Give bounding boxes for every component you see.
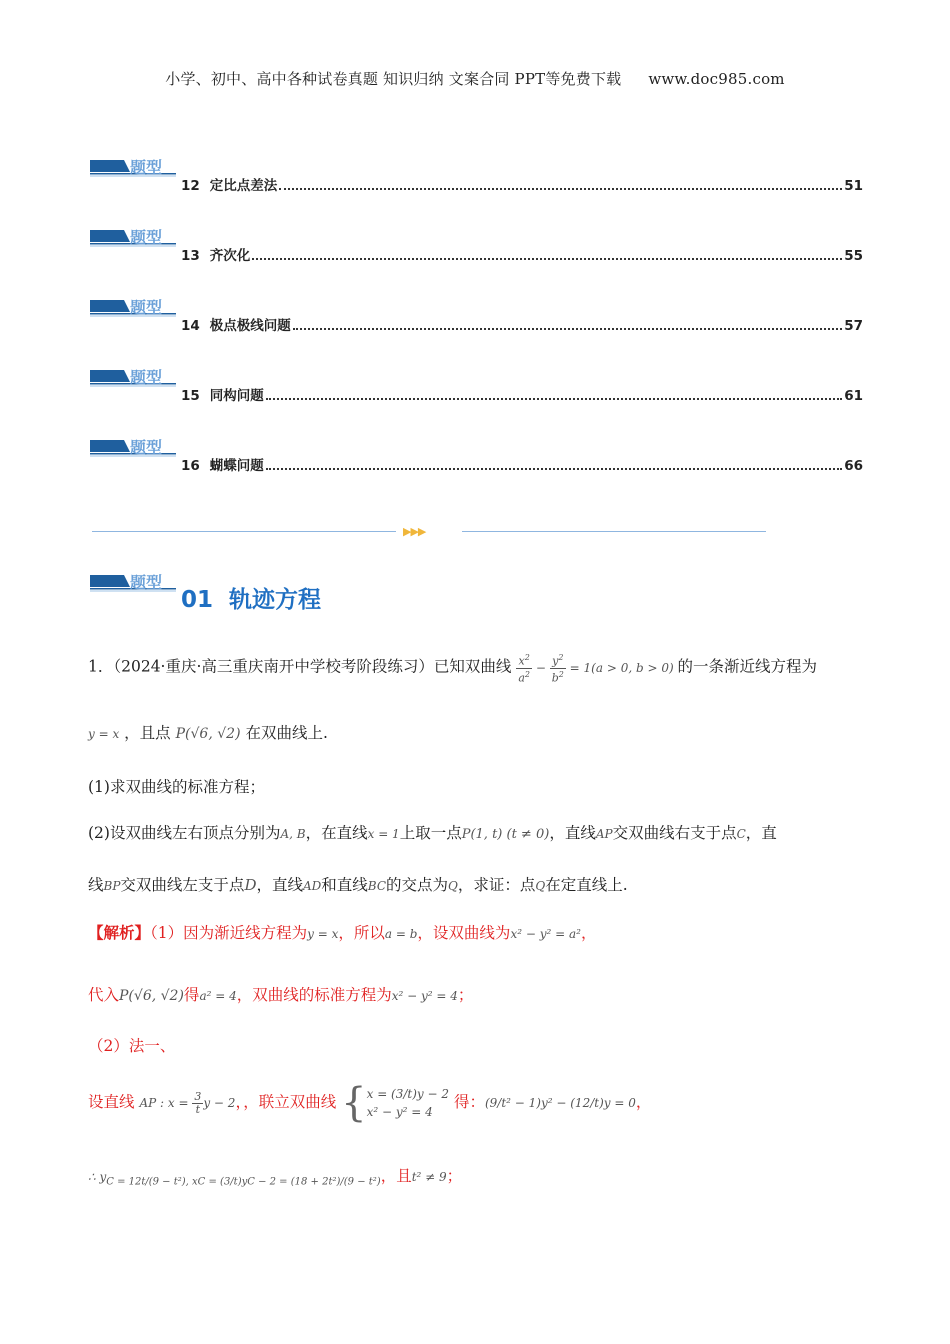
solution-line-2: 代入P(√6, √2)得a² = 4，双曲线的标准方程为x² − y² = 4； <box>88 986 474 1004</box>
toc-title: 极点极线问题 <box>209 318 291 334</box>
solution-line-5: ∴ $y_{C = 12t/(9 - t^2), xC = (3/t)yC - 2 = (18 + 2t^2)/(9 - t^2)}$，且t² ≠ 9； <box>88 1167 463 1188</box>
toc-row[interactable]: 13 齐次化 55 <box>181 244 863 264</box>
topic-badge: 题型 <box>90 366 176 388</box>
toc-row[interactable]: 15 同构问题 61 <box>181 384 863 404</box>
system-brace-icon: { <box>341 1080 367 1126</box>
solution-line-3: （2）法一、 <box>88 1037 176 1055</box>
toc-leader <box>266 397 842 400</box>
topic-badge: 题型 <box>90 156 176 178</box>
solution-line-1: 【解析】（1）因为渐近线方程为y = x，所以a = b，设双曲线为x² − y² = a²， <box>88 923 597 942</box>
question-2-line-1: (2)设双曲线左右顶点分别为A, B，在直线x = 1上取一点P(1, t) (t ≠ 0)，直线AP交双曲线右支于点C，直 <box>88 824 777 842</box>
section-title: 01 轨迹方程 <box>181 587 322 613</box>
toc-title: 齐次化 <box>209 248 251 264</box>
toc-page: 57 <box>844 318 863 334</box>
toc-page: 51 <box>844 178 863 194</box>
topic-badge: 题型 <box>90 296 176 318</box>
separator-left <box>92 531 396 532</box>
separator-right <box>462 531 766 532</box>
topic-badge: 题型 <box>90 226 176 248</box>
toc-leader <box>266 467 842 470</box>
separator-arrows-icon: ▶▶▶ <box>403 525 426 538</box>
toc-leader <box>279 187 842 190</box>
topic-badge: 题型 <box>90 571 176 593</box>
topic-badge: 题型 <box>90 436 176 458</box>
question-2-line-2: 线BP交双曲线左支于点D，直线AD和直线BC的交点为Q，求证：点Q在定直线上. <box>88 876 628 894</box>
toc-leader <box>293 327 842 330</box>
header-text: 小学、初中、高中各种试卷真题 知识归纳 文案合同 PPT等免费下载 <box>165 70 622 88</box>
problem-line-2: y = x ，且点 P(√6, √2) 在双曲线上. <box>88 724 328 742</box>
toc-page: 61 <box>844 388 863 404</box>
toc-row[interactable]: 14 极点极线问题 57 <box>181 314 863 334</box>
toc-row[interactable]: 16 蝴蝶问题 66 <box>181 454 863 474</box>
hyperbola-equation: $\frac{x^2}{a^2}$ − $\frac{y^2}{b^2}$ = 1(a > 0, b > 0) <box>518 653 674 685</box>
problem-line-1: 1．（2024·重庆·高三重庆南开中学校考阶段练习）已知双曲线 $\frac{x^2}{a^2}$ − $\frac{y^2}{b^2}$ = 1(a > 0, b > 0) 的一条渐近线方程为 <box>88 653 817 685</box>
solution-line-4: 设直线 AP : x = $\frac{3}{t}$ y − 2，，联立双曲线 { x = (3/t)y − 2 x² − y² = 4 得：(9/t² − 1)y² − (12/t)y = 0， <box>88 1080 652 1126</box>
page-header <box>0 68 950 89</box>
toc-page: 55 <box>844 248 863 264</box>
solution-tag: 【解析】 <box>88 923 151 942</box>
toc-row[interactable]: 12 定比点差法 51 <box>181 174 863 194</box>
toc-page: 66 <box>844 458 863 474</box>
toc-title: 蝴蝶问题 <box>209 458 264 474</box>
toc-leader <box>252 257 842 260</box>
toc-title: 同构问题 <box>209 388 264 404</box>
toc-title: 定比点差法 <box>209 178 278 194</box>
question-1: (1)求双曲线的标准方程； <box>88 778 265 796</box>
header-url[interactable]: www.doc985.com <box>648 70 785 88</box>
